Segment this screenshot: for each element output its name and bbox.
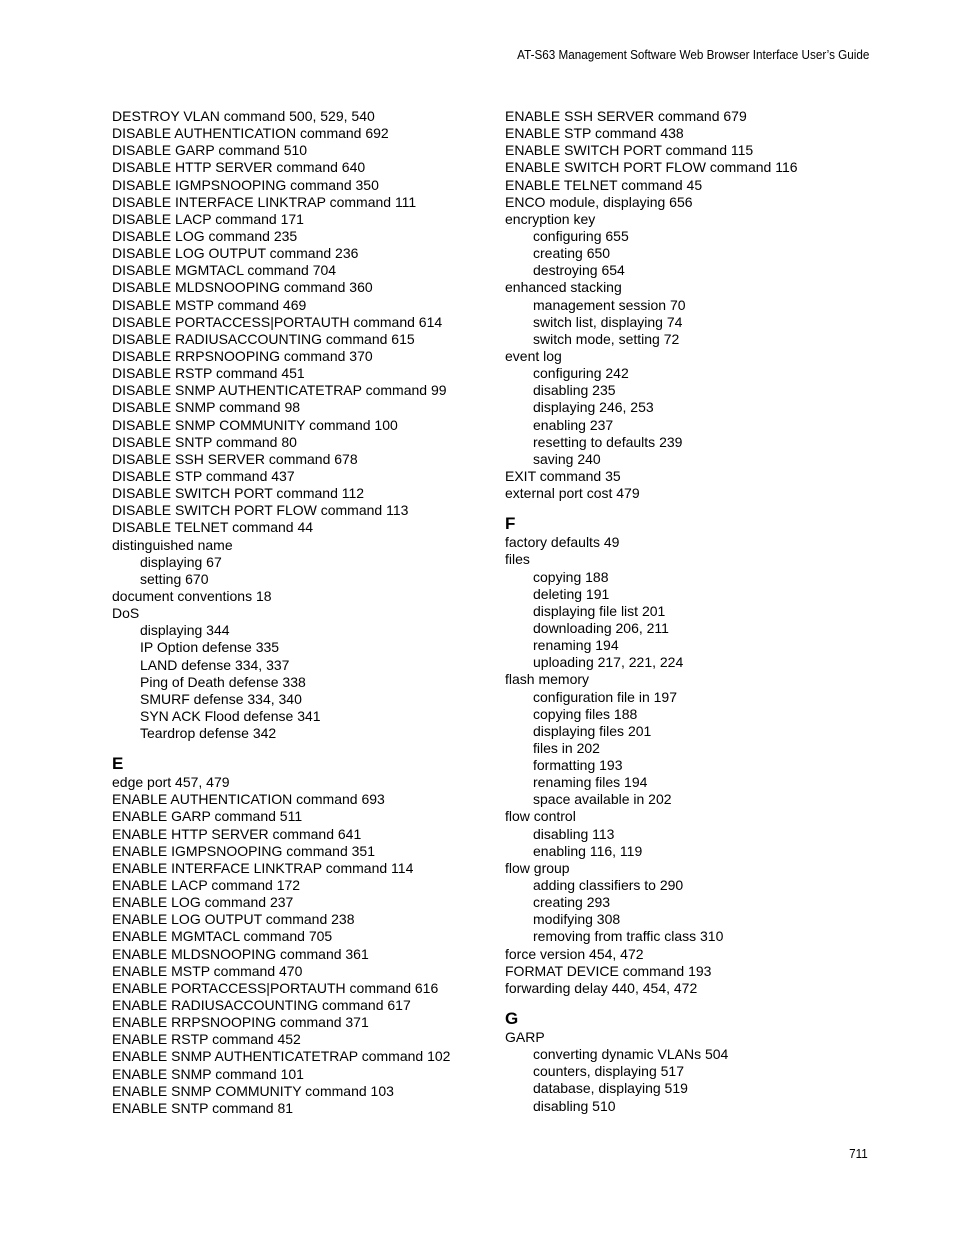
index-entry: DISABLE GARP command 510 (112, 142, 308, 159)
index-section-letter: E (112, 754, 124, 774)
index-entry: ENABLE LOG command 237 (112, 894, 294, 911)
index-subentry: renaming files 194 (533, 774, 648, 791)
index-section-letter: G (505, 1009, 519, 1029)
index-entry: DISABLE RRPSNOOPING command 370 (112, 347, 373, 364)
index-entry: ENABLE HTTP SERVER command 641 (112, 825, 362, 842)
index-entry: ENABLE MSTP command 470 (112, 962, 303, 979)
index-subentry: Teardrop defense 342 (140, 725, 277, 742)
index-entry: ENABLE PORTACCESS|PORTAUTH command 616 (112, 979, 439, 996)
index-entry: DISABLE HTTP SERVER command 640 (112, 159, 366, 176)
index-subentry: downloading 206, 211 (533, 619, 669, 636)
index-entry: DISABLE SNTP command 80 (112, 433, 297, 450)
index-entry: ENABLE LOG OUTPUT command 238 (112, 911, 355, 928)
index-entry: ENABLE MGMTACL command 705 (112, 928, 333, 945)
index-entry: DISABLE INTERFACE LINKTRAP command 111 (112, 193, 417, 210)
page-number: 711 (849, 1146, 868, 1161)
index-entry: ENABLE RADIUSACCOUNTING command 617 (112, 997, 411, 1014)
index-entry: ENABLE GARP command 511 (112, 808, 303, 825)
index-subentry: adding classifiers to 290 (533, 877, 684, 894)
index-subentry: formatting 193 (533, 757, 623, 774)
index-subentry: switch list, displaying 74 (533, 313, 683, 330)
index-subentry: saving 240 (533, 450, 601, 467)
index-entry: edge port 457, 479 (112, 774, 230, 791)
index-entry: ENABLE SSH SERVER command 679 (505, 108, 747, 124)
index-subentry: files in 202 (533, 739, 600, 756)
index-entry: DISABLE LOG OUTPUT command 236 (112, 245, 359, 262)
index-entry: FORMAT DEVICE command 193 (505, 962, 712, 979)
index-entry: document conventions 18 (112, 587, 272, 604)
index-entry: encryption key (505, 210, 596, 227)
index-entry: DISABLE SSH SERVER command 678 (112, 450, 358, 467)
index-subentry: enabling 237 (533, 416, 614, 433)
index-subentry: disabling 510 (533, 1097, 616, 1114)
index-subentry: displaying files 201 (533, 722, 652, 739)
index-subentry: SYN ACK Flood defense 341 (140, 707, 321, 724)
index-subentry: displaying 246, 253 (533, 399, 654, 416)
index-entry: ENABLE SWITCH PORT command 115 (505, 142, 754, 159)
running-header: AT-S63 Management Software Web Browser Interface User’s Guide (516, 47, 869, 62)
index-entry: DISABLE MGMTACL command 704 (112, 262, 337, 279)
index-subentry: modifying 308 (533, 911, 621, 928)
index-entry: flow group (505, 859, 570, 876)
index-entry: ENABLE STP command 438 (505, 125, 684, 142)
index-subentry: database, displaying 519 (533, 1080, 688, 1097)
index-subentry: converting dynamic VLANs 504 (533, 1046, 729, 1063)
index-entry: force version 454, 472 (505, 945, 644, 962)
index-entry: DISABLE SNMP command 98 (112, 399, 301, 416)
index-subentry: SMURF defense 334, 340 (140, 690, 302, 707)
index-subentry: copying files 188 (533, 705, 638, 722)
index-section-letter: F (505, 514, 516, 534)
index-subentry: setting 670 (140, 570, 209, 587)
index-subentry: deleting 191 (533, 585, 610, 602)
index-column-right (505, 108, 885, 1115)
index-entry: DISABLE PORTACCESS|PORTAUTH command 614 (112, 313, 443, 330)
index-entry: DISABLE RSTP command 451 (112, 365, 305, 382)
index-subentry: displaying 344 (140, 622, 230, 639)
index-entry: ENABLE INTERFACE LINKTRAP command 114 (112, 859, 414, 876)
index-subentry: counters, displaying 517 (533, 1063, 684, 1080)
index-entry: DISABLE LOG command 235 (112, 227, 298, 244)
index-entry: ENABLE IGMPSNOOPING command 351 (112, 842, 375, 859)
index-subentry: displaying file list 201 (533, 602, 666, 619)
index-subentry: management session 70 (533, 296, 686, 313)
index-entry: ENABLE RSTP command 452 (112, 1031, 301, 1048)
index-subentry: creating 293 (533, 894, 611, 911)
index-entry: DISABLE AUTHENTICATION command 692 (112, 125, 389, 142)
index-subentry: uploading 217, 221, 224 (533, 654, 684, 671)
index-subentry: resetting to defaults 239 (533, 433, 683, 450)
index-subentry: configuring 655 (533, 227, 629, 244)
index-entry: DISABLE LACP command 171 (112, 210, 304, 227)
index-subentry: IP Option defense 335 (140, 639, 280, 656)
index-entry: ENABLE MLDSNOOPING command 361 (112, 945, 369, 962)
index-entry: DISABLE SNMP AUTHENTICATETRAP command 99 (112, 382, 447, 399)
index-entry: DISABLE MLDSNOOPING command 360 (112, 279, 373, 296)
index-subentry: enabling 116, 119 (533, 842, 643, 859)
index-entry: DISABLE TELNET command 44 (112, 519, 314, 536)
index-subentry: destroying 654 (533, 262, 625, 279)
index-subentry: switch mode, setting 72 (533, 330, 680, 347)
index-entry: EXIT command 35 (505, 467, 621, 484)
index-entry: DISABLE MSTP command 469 (112, 296, 307, 313)
index-entry: distinguished name (112, 536, 233, 553)
index-entry: enhanced stacking (505, 279, 622, 296)
index-entry: ENABLE LACP command 172 (112, 877, 301, 894)
index-entry: forwarding delay 440, 454, 472 (505, 979, 698, 996)
index-entry: ENABLE SNMP AUTHENTICATETRAP command 102 (112, 1048, 451, 1065)
index-entry: DoS (112, 605, 140, 622)
index-subentry: disabling 235 (533, 382, 616, 399)
index-entry: DISABLE SWITCH PORT command 112 (112, 485, 365, 502)
index-subentry: configuration file in 197 (533, 688, 677, 705)
index-entry: flow control (505, 808, 576, 825)
index-subentry: Ping of Death defense 338 (140, 673, 306, 690)
index-subentry: removing from traffic class 310 (533, 928, 724, 945)
index-entry: DISABLE SWITCH PORT FLOW command 113 (112, 502, 409, 519)
index-entry: DISABLE IGMPSNOOPING command 350 (112, 176, 379, 193)
index-entry: ENCO module, displaying 656 (505, 193, 693, 210)
index-entry: factory defaults 49 (505, 534, 620, 551)
index-entry: DESTROY VLAN command 500, 529, 540 (112, 108, 375, 124)
index-subentry: copying 188 (533, 568, 609, 585)
index-entry: ENABLE AUTHENTICATION command 693 (112, 791, 385, 808)
index-entry: ENABLE SNMP COMMUNITY command 103 (112, 1082, 394, 1099)
index-entry: external port cost 479 (505, 485, 640, 502)
index-entry: ENABLE SNMP command 101 (112, 1065, 304, 1082)
index-entry: ENABLE SWITCH PORT FLOW command 116 (505, 159, 798, 176)
index-entry: ENABLE TELNET command 45 (505, 176, 703, 193)
index-entry: GARP (505, 1029, 545, 1046)
index-subentry: creating 650 (533, 245, 611, 262)
index-entry: files (505, 551, 530, 568)
index-entry: ENABLE RRPSNOOPING command 371 (112, 1014, 369, 1031)
index-subentry: space available in 202 (533, 791, 672, 808)
index-column-left (112, 108, 492, 1117)
index-subentry: renaming 194 (533, 637, 619, 654)
index-entry: flash memory (505, 671, 590, 688)
index-entry: DISABLE RADIUSACCOUNTING command 615 (112, 330, 415, 347)
index-entry: DISABLE STP command 437 (112, 467, 295, 484)
index-entry: ENABLE SNTP command 81 (112, 1099, 294, 1116)
index-entry: DISABLE SNMP COMMUNITY command 100 (112, 416, 398, 433)
index-subentry: LAND defense 334, 337 (140, 656, 290, 673)
index-subentry: disabling 113 (533, 825, 615, 842)
index-entry: event log (505, 347, 562, 364)
index-subentry: displaying 67 (140, 553, 222, 570)
index-subentry: configuring 242 (533, 365, 629, 382)
